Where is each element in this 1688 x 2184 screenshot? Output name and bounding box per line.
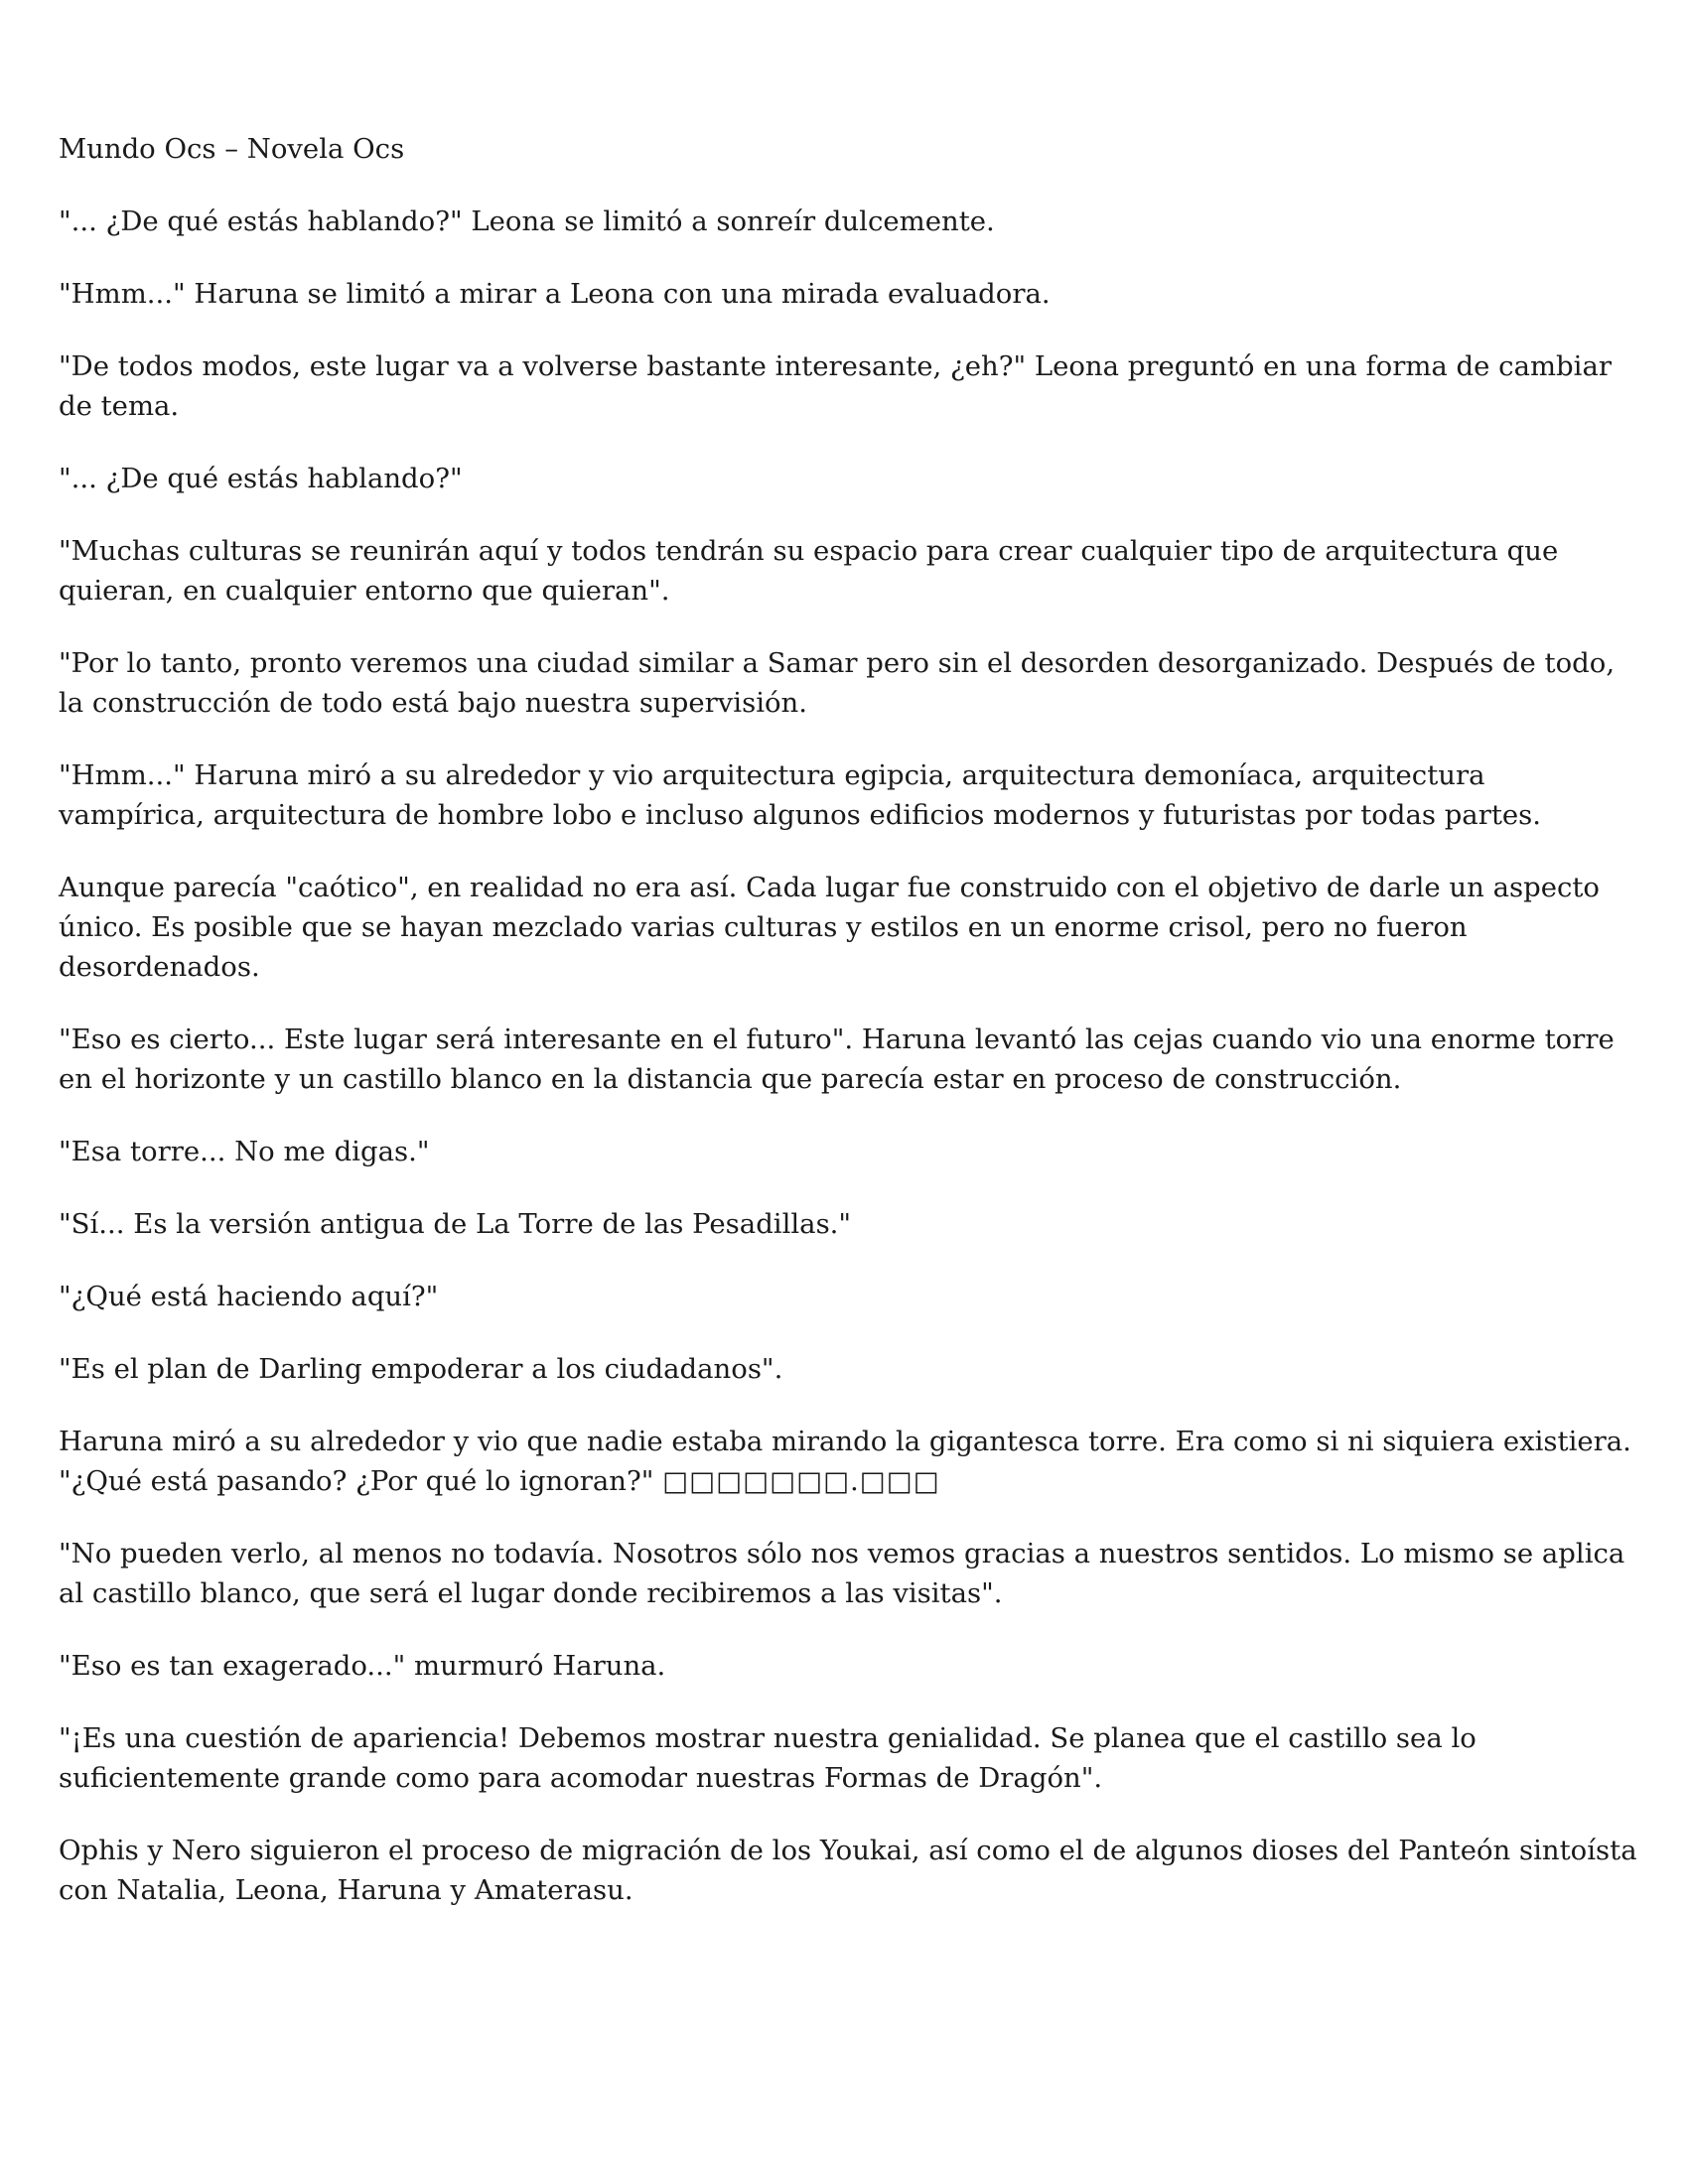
document-header: Mundo Ocs – Novela Ocs <box>59 133 405 165</box>
paragraph: "¡Es una cuestión de apariencia! Debemos mostrar nuestra genialidad. Se planea que el castillo sea lo suficientemente grande como para acomodar nuestras Formas de Dragón". <box>59 1722 1477 1794</box>
paragraph: "No pueden verlo, al menos no todavía. Nosotros sólo nos vemos gracias a nuestros sentidos. Lo mismo se aplica al castillo blanco, que será el lugar donde recibiremos a las visitas". <box>59 1538 1625 1609</box>
paragraph: "Esa torre... No me digas." <box>59 1136 430 1167</box>
paragraph: "Es el plan de Darling empoderar a los ciudadanos". <box>59 1353 783 1385</box>
paragraph: "De todos modos, este lugar va a volverse bastante interesante, ¿eh?" Leona preguntó en una forma de cambiar de tema. <box>59 350 1612 422</box>
paragraph: "¿Qué está haciendo aquí?" <box>59 1281 439 1312</box>
paragraph: "... ¿De qué estás hablando?" <box>59 463 463 494</box>
paragraph: "Sí... Es la versión antigua de La Torre de las Pesadillas." <box>59 1208 852 1240</box>
paragraph: "Eso es cierto... Este lugar será interesante en el futuro". Haruna levantó las cejas cuando vio una enorme torre en el horizonte y un castillo blanco en la distancia que parecía estar en proceso de construcción. <box>59 1024 1615 1095</box>
paragraph: "Hmm..." Haruna miró a su alrededor y vio arquitectura egipcia, arquitectura demoníaca, arquitectura vampírica, arquitectura de hombre lobo e incluso algunos edificios modernos y futuristas por todas partes. <box>59 759 1542 831</box>
paragraph: "Hmm..." Haruna se limitó a mirar a Leona con una mirada evaluadora. <box>59 278 1051 310</box>
paragraph-with-garbled-text <box>59 1422 1637 1501</box>
paragraph: Ophis y Nero siguieron el proceso de migración de los Youkai, así como el de algunos dioses del Panteón sintoísta con Natalia, Leona, Haruna y Amaterasu. <box>59 1835 1637 1906</box>
paragraph: "Eso es tan exagerado..." murmuró Haruna. <box>59 1650 666 1682</box>
paragraph: Aunque parecía "caótico", en realidad no era así. Cada lugar fue construido con el objetivo de darle un aspecto único. Es posible que se hayan mezclado varias culturas y estilos en un enorme crisol, pero no fueron desordenados. <box>59 872 1600 983</box>
paragraph: "... ¿De qué estás hablando?" Leona se limitó a sonreír dulcemente. <box>59 205 995 237</box>
document-body <box>59 129 1637 1943</box>
paragraph: "Por lo tanto, pronto veremos una ciudad similar a Samar pero sin el desorden desorganizado. Después de todo, la construcción de todo está bajo nuestra supervisión. <box>59 647 1616 719</box>
garbled-characters: □□□□□□□.□□□ <box>662 1465 940 1497</box>
paragraph-text: Haruna miró a su alrededor y vio que nadie estaba mirando la gigantesca torre. Era como si ni siquiera existiera. "¿Qué está pasando? ¿Por qué lo ignoran?" <box>59 1426 1631 1497</box>
paragraph: "Muchas culturas se reunirán aquí y todos tendrán su espacio para crear cualquier tipo de arquitectura que quieran, en cualquier entorno que quieran". <box>59 535 1559 607</box>
